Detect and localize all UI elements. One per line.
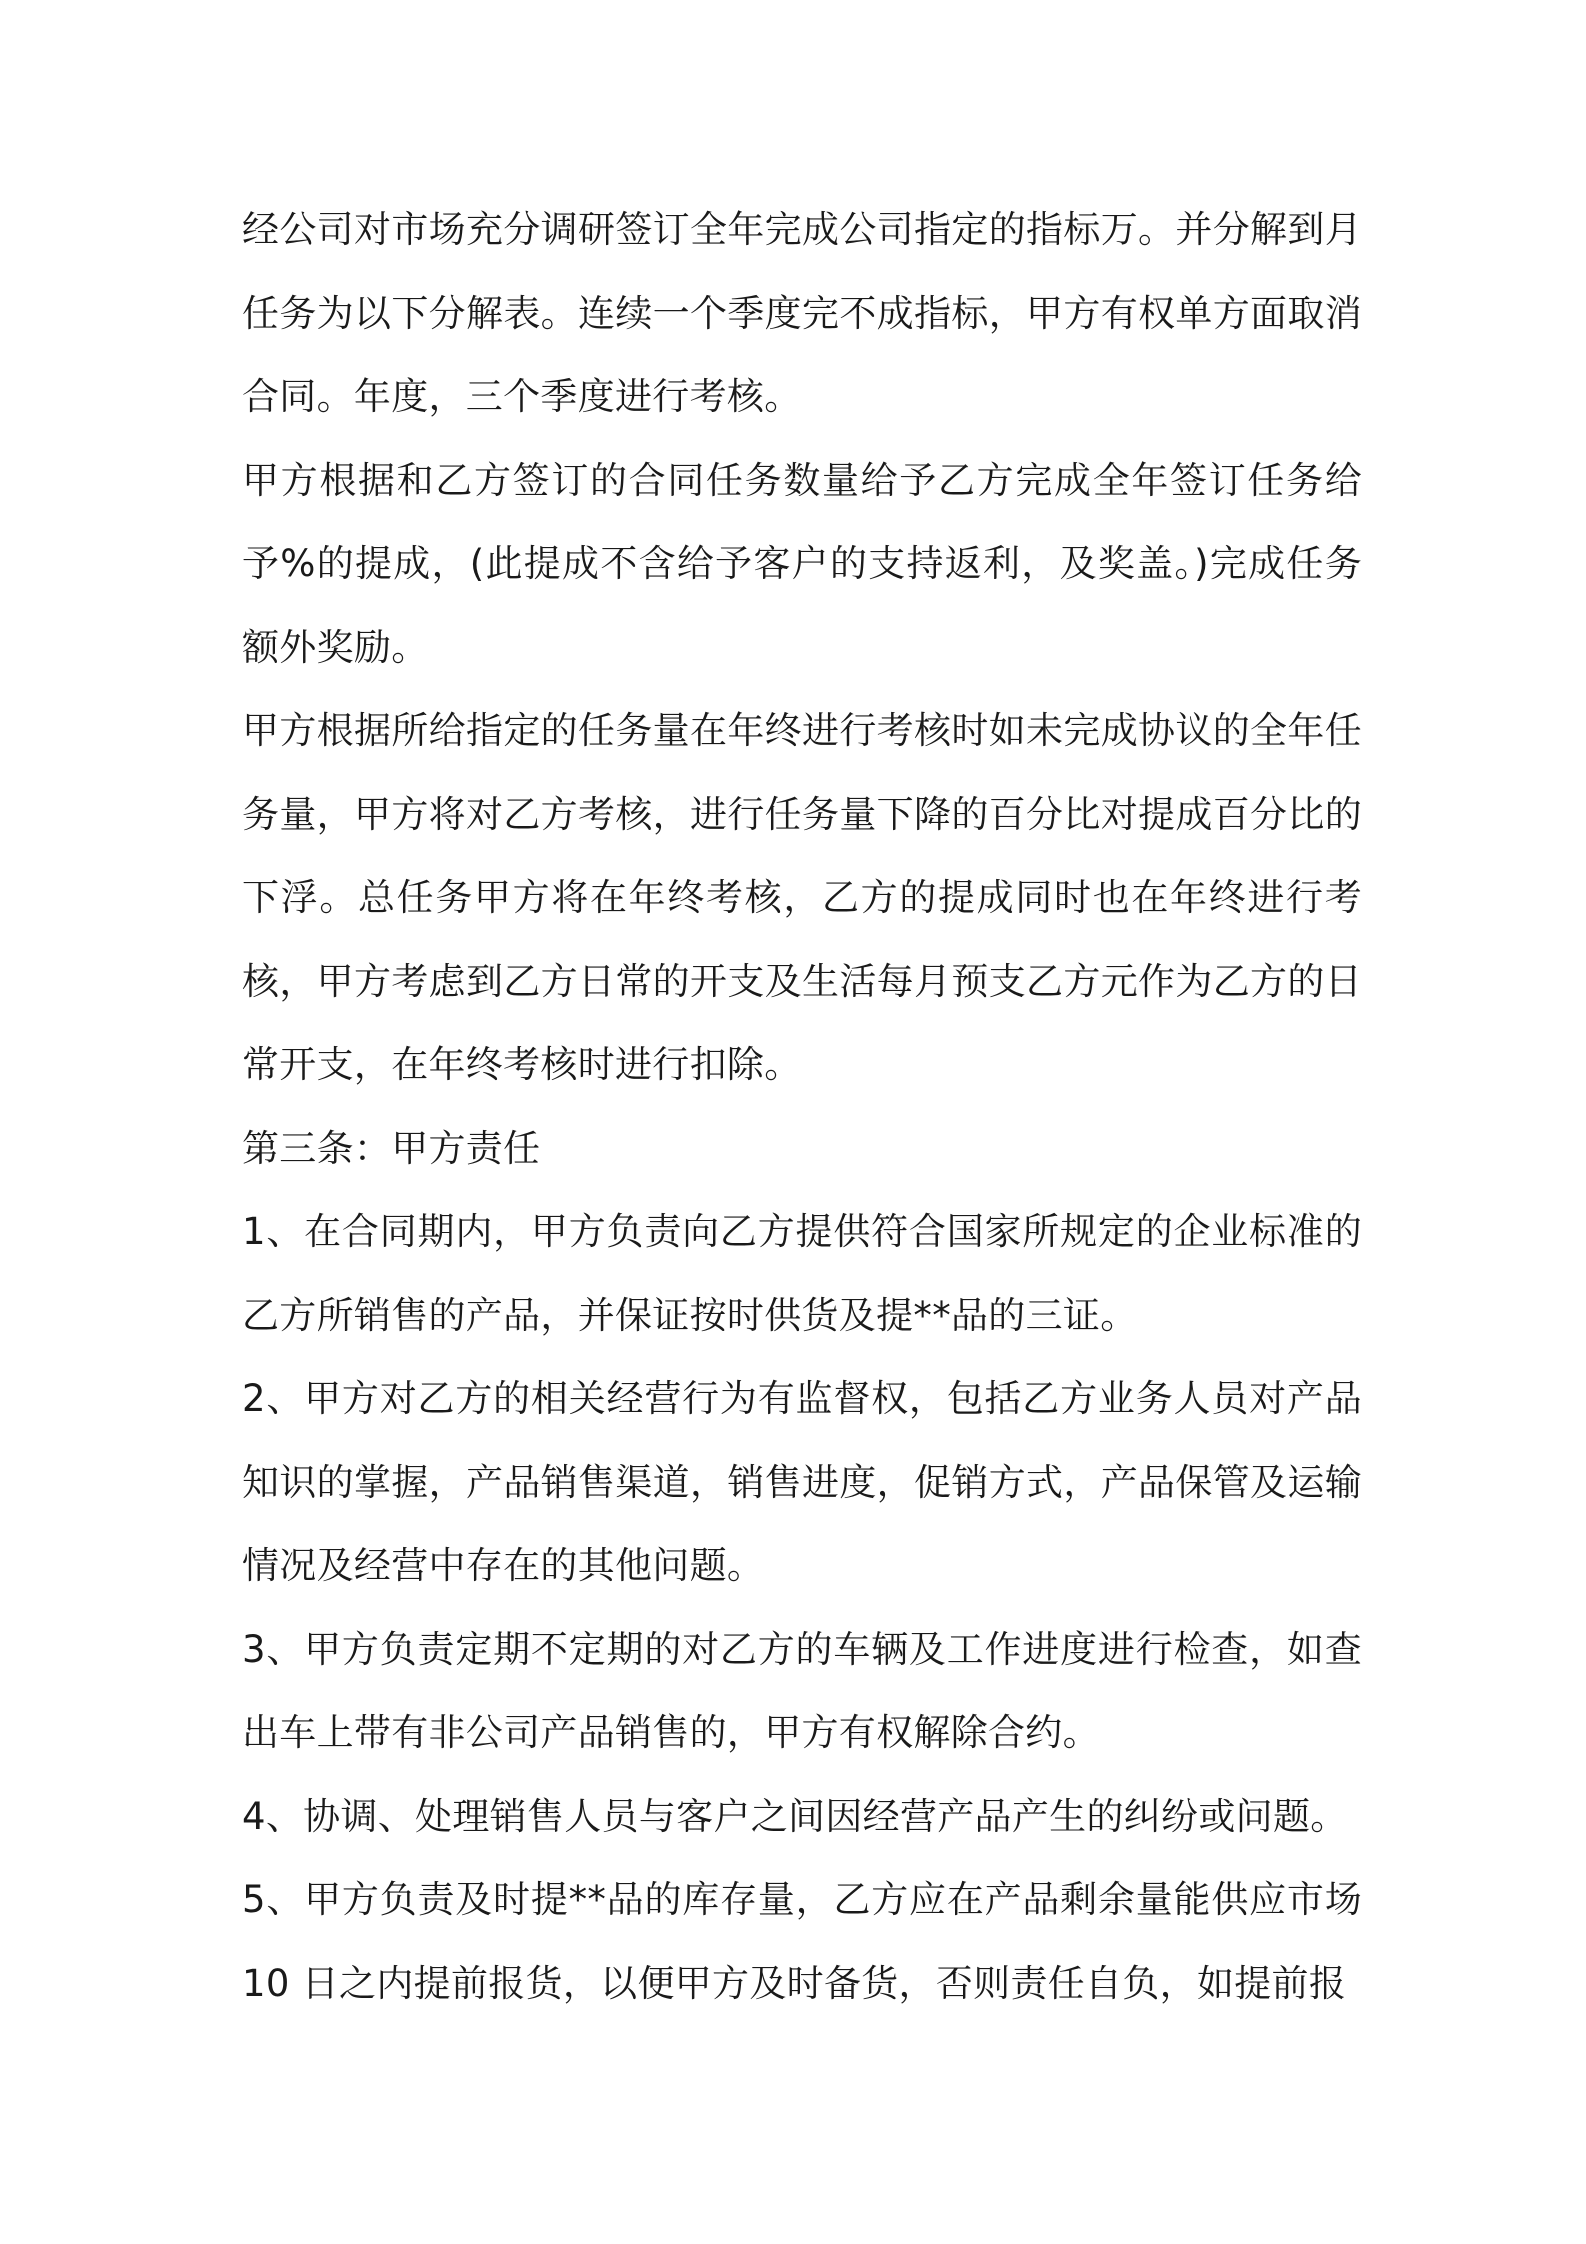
section-heading-party-a-duties: 第三条：甲方责任: [242, 1126, 541, 1170]
clause-3: 3、甲方负责定期不定期的对乙方的车辆及工作进度进行检查，如查出车上带有非公司产品销售的，甲方有权解除合约。: [242, 1627, 1362, 1754]
clause-4: 4、协调、处理销售人员与客户之间因经营产品产生的纠纷或问题。: [242, 1794, 1348, 1838]
paragraph-commission: 甲方根据和乙方签订的合同任务数量给予乙方完成全年签订任务给予%的提成，(此提成不含给予客户的支持返利，及奖盖。)完成任务额外奖励。: [242, 458, 1362, 669]
paragraph-target-assessment: 经公司对市场充分调研签订全年完成公司指定的指标万。并分解到月任务为以下分解表。连续一个季度完不成指标，甲方有权单方面取消合同。年度，三个季度进行考核。: [242, 208, 1362, 418]
document-body: [242, 188, 1362, 2025]
clause-2: 2、甲方对乙方的相关经营行为有监督权，包括乙方业务人员对产品知识的掌握，产品销售渠道，销售进度，促销方式，产品保管及运输情况及经营中存在的其他问题。: [242, 1377, 1362, 1587]
clause-1: 1、在合同期内，甲方负责向乙方提供符合国家所规定的企业标准的乙方所销售的产品，并保证按时供货及提**品的三证。: [242, 1210, 1362, 1337]
clause-5: 5、甲方负责及时提**品的库存量，乙方应在产品剩余量能供应市场10 日之内提前报货，以便甲方及时备货，否则责任自负，如提前报: [242, 1878, 1362, 2005]
paragraph-year-end-assessment: 甲方根据所给指定的任务量在年终进行考核时如未完成协议的全年任务量，甲方将对乙方考核，进行任务量下降的百分比对提成百分比的下浮。总任务甲方将在年终考核，乙方的提成同时也在年终进行考核，甲方考虑到乙方日常的开支及生活每月预支乙方元作为乙方的日常开支，在年终考核时进行扣除。: [242, 709, 1362, 1086]
